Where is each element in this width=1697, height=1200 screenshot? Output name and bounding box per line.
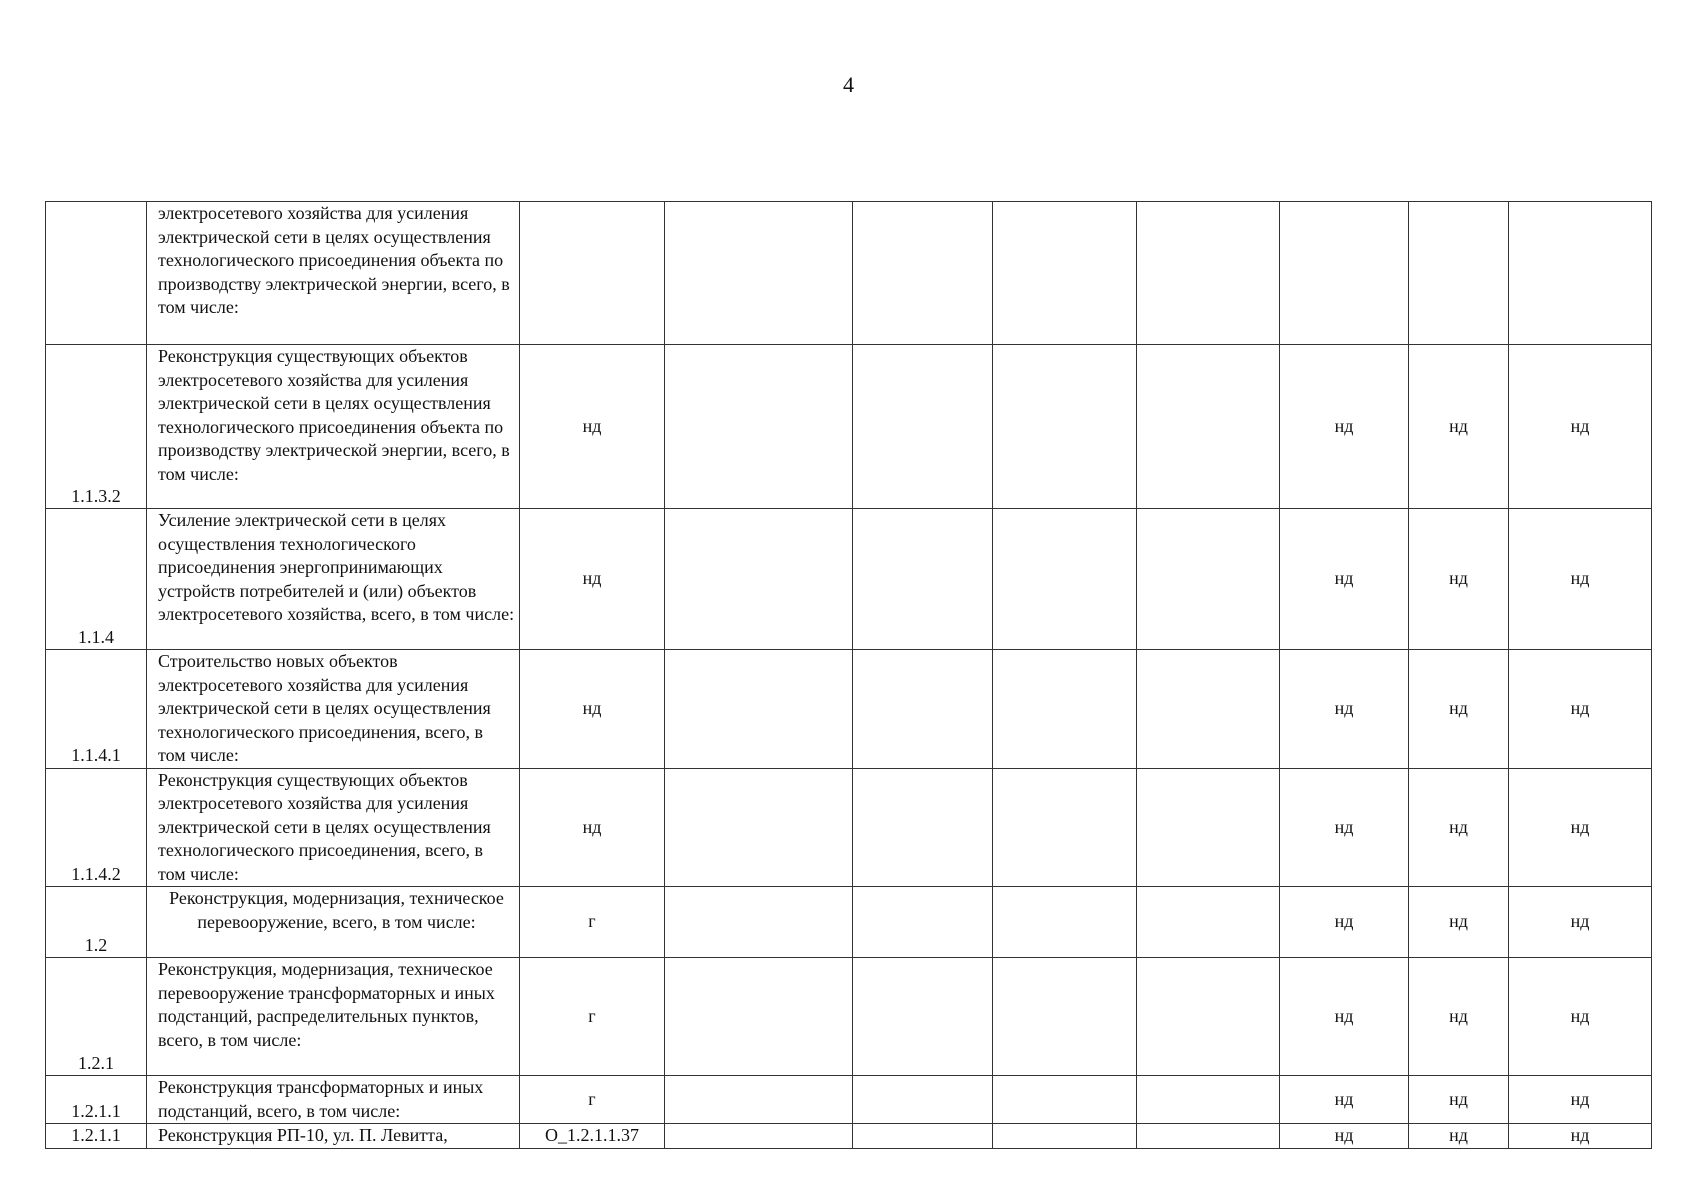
- empty-cell: [1137, 509, 1280, 650]
- empty-cell: [665, 1076, 853, 1124]
- empty-cell: [993, 509, 1137, 650]
- row-code-cell: нд: [520, 509, 665, 650]
- empty-cell: [665, 958, 853, 1076]
- empty-cell: [665, 650, 853, 769]
- value-cell: нд: [1509, 768, 1652, 887]
- value-cell: нд: [1509, 958, 1652, 1076]
- row-description-cell: электросетевого хозяйства для усиления электрической сети в целях осуществления технологического присоединения объекта по производству электрической энергии, всего, в том числе:: [147, 202, 520, 345]
- empty-cell: [993, 887, 1137, 958]
- row-number-cell: 1.2.1.1: [46, 1124, 147, 1149]
- row-description-cell: Усиление электрической сети в целях осуществления технологического присоединения энергопринимающих устройств потребителей и (или) объектов электросетевого хозяйства, всего, в том числе:: [147, 509, 520, 650]
- empty-cell: [853, 509, 993, 650]
- value-cell: нд: [1280, 887, 1409, 958]
- value-cell: нд: [1280, 768, 1409, 887]
- table-row: [46, 509, 1652, 650]
- empty-cell: [1137, 650, 1280, 769]
- value-cell: нд: [1409, 768, 1509, 887]
- row-code-cell: нд: [520, 650, 665, 769]
- empty-cell: [665, 768, 853, 887]
- row-number-cell: 1.1.4.1: [46, 650, 147, 769]
- table-row: [46, 1076, 1652, 1124]
- value-cell: нд: [1409, 345, 1509, 509]
- empty-cell: [853, 1124, 993, 1149]
- empty-cell: [1137, 1124, 1280, 1149]
- value-cell: нд: [1409, 509, 1509, 650]
- empty-cell: [665, 887, 853, 958]
- empty-cell: [1137, 887, 1280, 958]
- table-row: [46, 650, 1652, 769]
- table-row: [46, 1124, 1652, 1149]
- empty-cell: [665, 1124, 853, 1149]
- row-code-cell: нд: [520, 345, 665, 509]
- empty-cell: [993, 345, 1137, 509]
- empty-cell: [1137, 202, 1280, 345]
- empty-cell: [853, 1076, 993, 1124]
- row-number-cell: 1.2.1.1: [46, 1076, 147, 1124]
- value-cell: нд: [1409, 887, 1509, 958]
- empty-cell: [1137, 768, 1280, 887]
- table-row: [46, 887, 1652, 958]
- value-cell: [1509, 202, 1652, 345]
- table-row: [46, 202, 1652, 345]
- row-number-cell: 1.2.1: [46, 958, 147, 1076]
- empty-cell: [665, 509, 853, 650]
- row-description-cell: Реконструкция РП-10, ул. П. Левитта,: [147, 1124, 520, 1149]
- table-row: [46, 768, 1652, 887]
- value-cell: нд: [1409, 650, 1509, 769]
- empty-cell: [993, 650, 1137, 769]
- value-cell: нд: [1280, 650, 1409, 769]
- row-number-cell: 1.1.4.2: [46, 768, 147, 887]
- table-row: [46, 345, 1652, 509]
- empty-cell: [853, 958, 993, 1076]
- empty-cell: [993, 768, 1137, 887]
- empty-cell: [853, 887, 993, 958]
- empty-cell: [853, 202, 993, 345]
- empty-cell: [993, 1076, 1137, 1124]
- table-row: [46, 958, 1652, 1076]
- page-number: 4: [843, 72, 854, 97]
- empty-cell: [993, 1124, 1137, 1149]
- value-cell: нд: [1280, 345, 1409, 509]
- row-number-cell: [46, 202, 147, 345]
- empty-cell: [1137, 958, 1280, 1076]
- value-cell: нд: [1409, 958, 1509, 1076]
- empty-cell: [993, 202, 1137, 345]
- value-cell: нд: [1509, 1076, 1652, 1124]
- value-cell: нд: [1409, 1076, 1509, 1124]
- empty-cell: [1137, 345, 1280, 509]
- row-code-cell: г: [520, 1076, 665, 1124]
- empty-cell: [1137, 1076, 1280, 1124]
- row-description-cell: Реконструкция существующих объектов электросетевого хозяйства для усиления электрической сети в целях осуществления технологического присоединения объекта по производству электрической энергии, всего, в том числе:: [147, 345, 520, 509]
- empty-cell: [665, 345, 853, 509]
- row-code-cell: г: [520, 887, 665, 958]
- row-description-cell: Реконструкция существующих объектов электросетевого хозяйства для усиления электрической сети в целях осуществления технологического присоединения, всего, в том числе:: [147, 768, 520, 887]
- row-number-cell: 1.1.3.2: [46, 345, 147, 509]
- value-cell: нд: [1509, 650, 1652, 769]
- value-cell: нд: [1509, 509, 1652, 650]
- empty-cell: [853, 345, 993, 509]
- row-number-cell: 1.2: [46, 887, 147, 958]
- row-description-cell: Реконструкция, модернизация, техническое перевооружение трансформаторных и иных подстанций, распределительных пунктов, всего, в том числе:: [147, 958, 520, 1076]
- value-cell: нд: [1280, 1076, 1409, 1124]
- empty-cell: [853, 650, 993, 769]
- row-description-cell: Реконструкция, модернизация, техническое перевооружение, всего, в том числе:: [147, 887, 520, 958]
- value-cell: нд: [1280, 1124, 1409, 1149]
- row-description-cell: Реконструкция трансформаторных и иных подстанций, всего, в том числе:: [147, 1076, 520, 1124]
- value-cell: нд: [1509, 345, 1652, 509]
- value-cell: нд: [1280, 509, 1409, 650]
- value-cell: [1280, 202, 1409, 345]
- empty-cell: [993, 958, 1137, 1076]
- row-code-cell: г: [520, 958, 665, 1076]
- row-number-cell: 1.1.4: [46, 509, 147, 650]
- investment-program-table: [45, 201, 1652, 1149]
- row-description-cell: Строительство новых объектов электросетевого хозяйства для усиления электрической сети в целях осуществления технологического присоединения, всего, в том числе:: [147, 650, 520, 769]
- row-code-cell: О_1.2.1.1.37: [520, 1124, 665, 1149]
- value-cell: [1409, 202, 1509, 345]
- empty-cell: [665, 202, 853, 345]
- value-cell: нд: [1409, 1124, 1509, 1149]
- empty-cell: [853, 768, 993, 887]
- row-code-cell: нд: [520, 768, 665, 887]
- row-code-cell: [520, 202, 665, 345]
- value-cell: нд: [1280, 958, 1409, 1076]
- value-cell: нд: [1509, 887, 1652, 958]
- value-cell: нд: [1509, 1124, 1652, 1149]
